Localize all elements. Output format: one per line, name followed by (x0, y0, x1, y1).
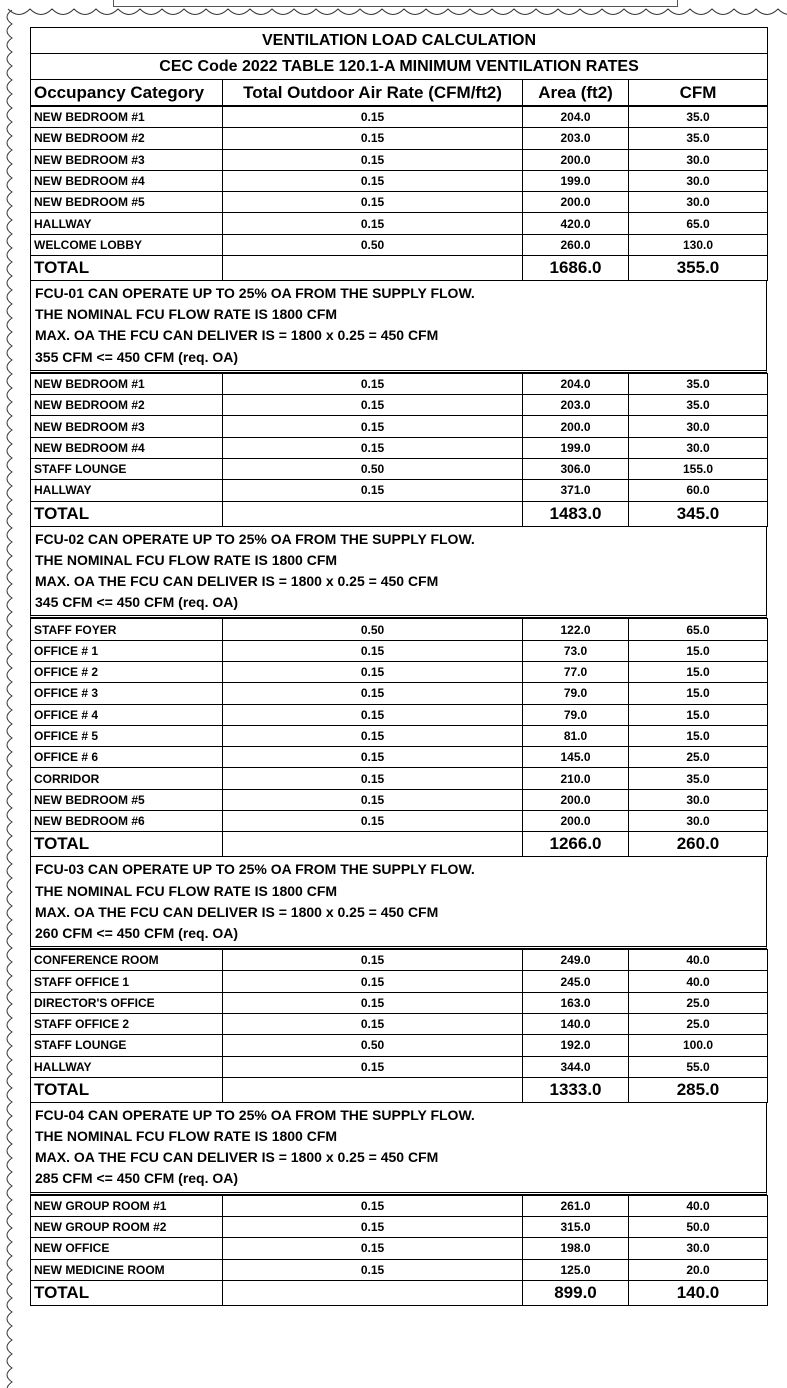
area-cell: 261.0 (523, 1195, 629, 1216)
outdoor-air-rate-cell: 0.15 (223, 789, 523, 810)
note-line: FCU-02 CAN OPERATE UP TO 25% OA FROM THE SUPPLY FLOW. (35, 530, 475, 547)
occupancy-cell: STAFF FOYER (31, 619, 223, 640)
outdoor-air-rate-cell: 0.15 (223, 747, 523, 768)
area-cell: 371.0 (523, 480, 629, 501)
table-row (31, 234, 768, 255)
header-table (30, 27, 768, 106)
occupancy-cell: NEW BEDROOM #2 (31, 128, 223, 149)
occupancy-cell: WELCOME LOBBY (31, 234, 223, 255)
fcu-note-block (30, 857, 767, 949)
area-cell: 122.0 (523, 619, 629, 640)
outdoor-air-rate-cell: 0.15 (223, 992, 523, 1013)
outdoor-air-rate-cell: 0.15 (223, 416, 523, 437)
table-row (31, 1035, 768, 1056)
area-cell: 204.0 (523, 373, 629, 394)
outdoor-air-rate-cell: 0.15 (223, 811, 523, 832)
area-cell: 210.0 (523, 768, 629, 789)
occupancy-cell: DIRECTOR'S OFFICE (31, 992, 223, 1013)
area-cell: 199.0 (523, 437, 629, 458)
table-row (31, 661, 768, 682)
total-label: TOTAL (31, 1077, 223, 1102)
area-cell: 203.0 (523, 128, 629, 149)
outdoor-air-rate-cell: 0.15 (223, 213, 523, 234)
area-cell: 125.0 (523, 1259, 629, 1280)
area-cell: 77.0 (523, 661, 629, 682)
area-cell: 200.0 (523, 416, 629, 437)
outdoor-air-rate-cell: 0.15 (223, 1195, 523, 1216)
occupancy-cell: STAFF OFFICE 2 (31, 1013, 223, 1034)
table-row (31, 1259, 768, 1280)
total-row (31, 501, 768, 526)
total-spacer (223, 832, 523, 857)
total-spacer (223, 1280, 523, 1305)
table-row (31, 725, 768, 746)
ventilation-load-sheet (30, 27, 767, 1306)
occupancy-cell: OFFICE # 3 (31, 683, 223, 704)
table-row (31, 213, 768, 234)
occupancy-cell: HALLWAY (31, 1056, 223, 1077)
header-occupancy-category: Occupancy Category (31, 80, 223, 106)
area-cell: 200.0 (523, 789, 629, 810)
area-cell: 203.0 (523, 395, 629, 416)
note-line: MAX. OA THE FCU CAN DELIVER IS = 1800 x 0.25 = 450 CFM (35, 572, 439, 589)
total-row (31, 1077, 768, 1102)
fcu-group (30, 949, 767, 1195)
drawing-frame-box (113, 0, 678, 7)
note-line: FCU-01 CAN OPERATE UP TO 25% OA FROM THE SUPPLY FLOW. (35, 285, 475, 302)
total-row (31, 1280, 768, 1305)
outdoor-air-rate-cell: 0.15 (223, 437, 523, 458)
total-area: 1483.0 (523, 501, 629, 526)
area-cell: 245.0 (523, 971, 629, 992)
total-label: TOTAL (31, 1280, 223, 1305)
note-line: THE NOMINAL FCU FLOW RATE IS 1800 CFM (35, 306, 338, 323)
outdoor-air-rate-cell: 0.15 (223, 107, 523, 128)
occupancy-cell: NEW BEDROOM #5 (31, 192, 223, 213)
occupancy-cell: OFFICE # 2 (31, 661, 223, 682)
table-row (31, 704, 768, 725)
room-table (30, 949, 768, 1103)
occupancy-cell: NEW BEDROOM #5 (31, 789, 223, 810)
cfm-cell: 15.0 (629, 661, 768, 682)
cfm-cell: 15.0 (629, 704, 768, 725)
area-cell: 260.0 (523, 234, 629, 255)
occupancy-cell: NEW BEDROOM #4 (31, 170, 223, 191)
total-cfm: 260.0 (629, 832, 768, 857)
area-cell: 140.0 (523, 1013, 629, 1034)
table-row (31, 437, 768, 458)
occupancy-cell: STAFF LOUNGE (31, 459, 223, 480)
outdoor-air-rate-cell: 0.50 (223, 1035, 523, 1056)
table-row (31, 811, 768, 832)
cfm-cell: 30.0 (629, 1238, 768, 1259)
occupancy-cell: CORRIDOR (31, 768, 223, 789)
area-cell: 145.0 (523, 747, 629, 768)
occupancy-cell: NEW BEDROOM #1 (31, 373, 223, 394)
fcu-group (30, 1195, 767, 1306)
fcu-group (30, 373, 767, 619)
occupancy-cell: STAFF OFFICE 1 (31, 971, 223, 992)
cfm-cell: 40.0 (629, 950, 768, 971)
cfm-cell: 15.0 (629, 683, 768, 704)
occupancy-cell: OFFICE # 4 (31, 704, 223, 725)
total-cfm: 285.0 (629, 1077, 768, 1102)
table-row (31, 1056, 768, 1077)
total-spacer (223, 501, 523, 526)
occupancy-cell: NEW BEDROOM #4 (31, 437, 223, 458)
fcu-group (30, 618, 767, 949)
outdoor-air-rate-cell: 0.15 (223, 1056, 523, 1077)
table-row (31, 683, 768, 704)
total-label: TOTAL (31, 501, 223, 526)
total-cfm: 140.0 (629, 1280, 768, 1305)
cfm-cell: 15.0 (629, 640, 768, 661)
outdoor-air-rate-cell: 0.50 (223, 619, 523, 640)
total-label: TOTAL (31, 256, 223, 281)
fcu-group (30, 106, 767, 373)
table-row (31, 192, 768, 213)
outdoor-air-rate-cell: 0.15 (223, 395, 523, 416)
header-area: Area (ft2) (523, 80, 629, 106)
cfm-cell: 30.0 (629, 149, 768, 170)
outdoor-air-rate-cell: 0.15 (223, 971, 523, 992)
note-line: THE NOMINAL FCU FLOW RATE IS 1800 CFM (35, 882, 338, 899)
table-row (31, 640, 768, 661)
table-row (31, 373, 768, 394)
occupancy-cell: STAFF LOUNGE (31, 1035, 223, 1056)
occupancy-cell: NEW BEDROOM #3 (31, 416, 223, 437)
cfm-cell: 35.0 (629, 107, 768, 128)
outdoor-air-rate-cell: 0.15 (223, 640, 523, 661)
total-area: 1266.0 (523, 832, 629, 857)
cfm-cell: 30.0 (629, 416, 768, 437)
cfm-cell: 25.0 (629, 1013, 768, 1034)
cfm-cell: 15.0 (629, 725, 768, 746)
table-row (31, 128, 768, 149)
note-line: THE NOMINAL FCU FLOW RATE IS 1800 CFM (35, 551, 338, 568)
fcu-note-block (30, 281, 767, 373)
occupancy-cell: OFFICE # 6 (31, 747, 223, 768)
fcu-groups (30, 106, 767, 1306)
table-row (31, 747, 768, 768)
total-row (31, 832, 768, 857)
cfm-cell: 20.0 (629, 1259, 768, 1280)
occupancy-cell: HALLWAY (31, 480, 223, 501)
table-row (31, 950, 768, 971)
occupancy-cell: NEW OFFICE (31, 1238, 223, 1259)
table-row (31, 459, 768, 480)
note-line: 285 CFM <= 450 CFM (req. OA) (35, 1170, 239, 1187)
cfm-cell: 35.0 (629, 373, 768, 394)
area-cell: 163.0 (523, 992, 629, 1013)
occupancy-cell: NEW MEDICINE ROOM (31, 1259, 223, 1280)
cfm-cell: 55.0 (629, 1056, 768, 1077)
note-line: 345 CFM <= 450 CFM (req. OA) (35, 594, 239, 611)
outdoor-air-rate-cell: 0.15 (223, 149, 523, 170)
outdoor-air-rate-cell: 0.15 (223, 1259, 523, 1280)
area-cell: 315.0 (523, 1216, 629, 1237)
cfm-cell: 35.0 (629, 395, 768, 416)
table-row (31, 149, 768, 170)
table-row (31, 1238, 768, 1259)
total-cfm: 355.0 (629, 256, 768, 281)
room-table (30, 373, 768, 527)
cfm-cell: 30.0 (629, 437, 768, 458)
outdoor-air-rate-cell: 0.15 (223, 950, 523, 971)
cfm-cell: 30.0 (629, 192, 768, 213)
note-line: 260 CFM <= 450 CFM (req. OA) (35, 924, 239, 941)
outdoor-air-rate-cell: 0.15 (223, 768, 523, 789)
cfm-cell: 30.0 (629, 170, 768, 191)
sheet-subtitle: CEC Code 2022 TABLE 120.1-A MINIMUM VENTILATION RATES (31, 54, 768, 80)
occupancy-cell: NEW BEDROOM #6 (31, 811, 223, 832)
total-cfm: 345.0 (629, 501, 768, 526)
area-cell: 73.0 (523, 640, 629, 661)
area-cell: 192.0 (523, 1035, 629, 1056)
outdoor-air-rate-cell: 0.15 (223, 480, 523, 501)
table-row (31, 768, 768, 789)
outdoor-air-rate-cell: 0.15 (223, 725, 523, 746)
cfm-cell: 130.0 (629, 234, 768, 255)
cfm-cell: 25.0 (629, 992, 768, 1013)
table-row (31, 480, 768, 501)
outdoor-air-rate-cell: 0.50 (223, 459, 523, 480)
note-line: FCU-04 CAN OPERATE UP TO 25% OA FROM THE SUPPLY FLOW. (35, 1106, 475, 1123)
total-area: 1686.0 (523, 256, 629, 281)
area-cell: 344.0 (523, 1056, 629, 1077)
column-header-row (31, 80, 768, 106)
table-row (31, 789, 768, 810)
area-cell: 204.0 (523, 107, 629, 128)
header-outdoor-air-rate: Total Outdoor Air Rate (CFM/ft2) (223, 80, 523, 106)
room-table (30, 1195, 768, 1306)
note-line: THE NOMINAL FCU FLOW RATE IS 1800 CFM (35, 1128, 338, 1145)
area-cell: 79.0 (523, 704, 629, 725)
table-row (31, 992, 768, 1013)
total-spacer (223, 256, 523, 281)
note-line: 355 CFM <= 450 CFM (req. OA) (35, 348, 239, 365)
cfm-cell: 50.0 (629, 1216, 768, 1237)
total-area: 899.0 (523, 1280, 629, 1305)
table-row (31, 1216, 768, 1237)
cfm-cell: 35.0 (629, 128, 768, 149)
table-row (31, 971, 768, 992)
table-row (31, 170, 768, 191)
occupancy-cell: NEW BEDROOM #3 (31, 149, 223, 170)
outdoor-air-rate-cell: 0.15 (223, 1216, 523, 1237)
occupancy-cell: CONFERENCE ROOM (31, 950, 223, 971)
cfm-cell: 65.0 (629, 213, 768, 234)
area-cell: 306.0 (523, 459, 629, 480)
outdoor-air-rate-cell: 0.15 (223, 170, 523, 191)
table-row (31, 107, 768, 128)
cfm-cell: 155.0 (629, 459, 768, 480)
total-spacer (223, 1077, 523, 1102)
note-line: MAX. OA THE FCU CAN DELIVER IS = 1800 x 0.25 = 450 CFM (35, 1149, 439, 1166)
outdoor-air-rate-cell: 0.50 (223, 234, 523, 255)
table-row (31, 395, 768, 416)
area-cell: 200.0 (523, 811, 629, 832)
occupancy-cell: NEW BEDROOM #1 (31, 107, 223, 128)
area-cell: 420.0 (523, 213, 629, 234)
outdoor-air-rate-cell: 0.15 (223, 661, 523, 682)
note-line: MAX. OA THE FCU CAN DELIVER IS = 1800 x 0.25 = 450 CFM (35, 903, 439, 920)
area-cell: 198.0 (523, 1238, 629, 1259)
outdoor-air-rate-cell: 0.15 (223, 373, 523, 394)
total-area: 1333.0 (523, 1077, 629, 1102)
revision-cloud-left-border (0, 0, 22, 1388)
area-cell: 200.0 (523, 192, 629, 213)
outdoor-air-rate-cell: 0.15 (223, 192, 523, 213)
occupancy-cell: NEW BEDROOM #2 (31, 395, 223, 416)
note-line: FCU-03 CAN OPERATE UP TO 25% OA FROM THE SUPPLY FLOW. (35, 861, 475, 878)
table-row (31, 619, 768, 640)
occupancy-cell: NEW GROUP ROOM #1 (31, 1195, 223, 1216)
outdoor-air-rate-cell: 0.15 (223, 128, 523, 149)
sheet-title: VENTILATION LOAD CALCULATION (31, 28, 768, 54)
cfm-cell: 30.0 (629, 789, 768, 810)
outdoor-air-rate-cell: 0.15 (223, 1238, 523, 1259)
table-row (31, 1195, 768, 1216)
table-row (31, 1013, 768, 1034)
room-table (30, 106, 768, 281)
occupancy-cell: OFFICE # 5 (31, 725, 223, 746)
note-line: MAX. OA THE FCU CAN DELIVER IS = 1800 x 0.25 = 450 CFM (35, 327, 439, 344)
occupancy-cell: HALLWAY (31, 213, 223, 234)
area-cell: 249.0 (523, 950, 629, 971)
room-table (30, 618, 768, 857)
fcu-note-block (30, 527, 767, 619)
cfm-cell: 40.0 (629, 1195, 768, 1216)
cfm-cell: 35.0 (629, 768, 768, 789)
area-cell: 79.0 (523, 683, 629, 704)
total-label: TOTAL (31, 832, 223, 857)
header-cfm: CFM (629, 80, 768, 106)
area-cell: 81.0 (523, 725, 629, 746)
cfm-cell: 100.0 (629, 1035, 768, 1056)
area-cell: 199.0 (523, 170, 629, 191)
area-cell: 200.0 (523, 149, 629, 170)
cfm-cell: 25.0 (629, 747, 768, 768)
outdoor-air-rate-cell: 0.15 (223, 704, 523, 725)
occupancy-cell: NEW GROUP ROOM #2 (31, 1216, 223, 1237)
outdoor-air-rate-cell: 0.15 (223, 1013, 523, 1034)
outdoor-air-rate-cell: 0.15 (223, 683, 523, 704)
table-row (31, 416, 768, 437)
total-row (31, 256, 768, 281)
cfm-cell: 60.0 (629, 480, 768, 501)
fcu-note-block (30, 1103, 767, 1195)
cfm-cell: 30.0 (629, 811, 768, 832)
cfm-cell: 40.0 (629, 971, 768, 992)
occupancy-cell: OFFICE # 1 (31, 640, 223, 661)
cfm-cell: 65.0 (629, 619, 768, 640)
